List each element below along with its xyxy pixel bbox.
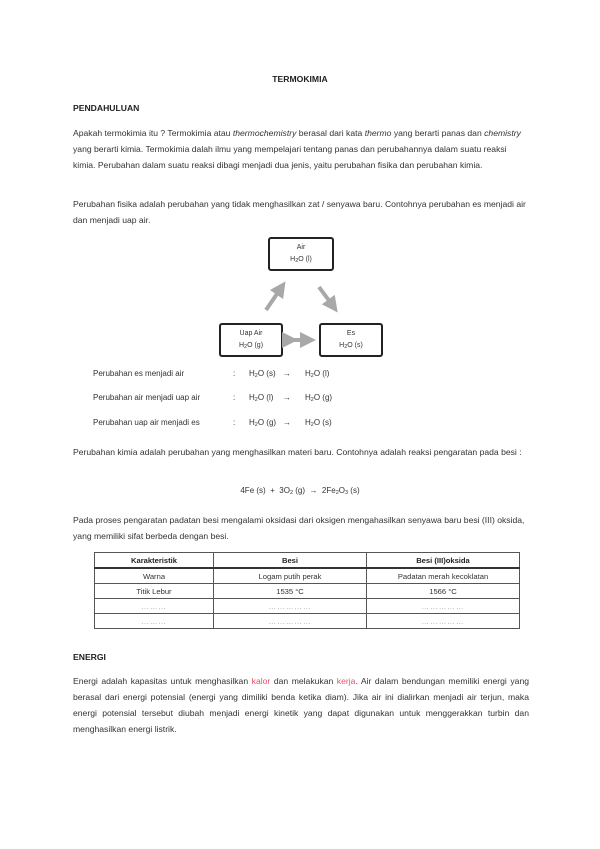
chemical-change-paragraph: Perubahan kimia adalah perubahan yang menghasilkan materi baru. Contohnya adalah reaksi pengaratan pada besi : [73,447,522,457]
transition-label: Perubahan es menjadi air [93,369,185,378]
table-row [95,614,520,629]
table-cell: Warna [95,568,214,584]
table-row [95,568,520,584]
transition-separator: : [233,369,236,378]
table-header-row [95,553,520,569]
intro-term-chemistry: chemistry [484,128,521,138]
highlight-kerja: kerja [336,676,356,686]
table-cell: …………… [367,599,520,614]
transition-from: $H_2O$ (l) [249,393,274,403]
table-cell: Logam putih perak [214,568,367,584]
table-row [95,584,520,599]
table-cell: ……… [95,614,214,629]
transition-separator: : [233,393,236,402]
table-header: Besi (III)oksida [367,553,520,569]
table-cell: ……… [95,599,214,614]
intro-text-4: yang berarti kimia. Termokimia dalah ilmu yang mempelajari tentang panas dan perubahannya dalam suatu reaksi kimia. Perubahan dalam suatu reaksi dibagi menjadi dua jenis, yaitu perubahan fisika dan perubahan kimia. [73,144,507,170]
intro-text-2: berasal dari kata [296,128,365,138]
transition-to: $H_2O$ (s) [305,418,332,428]
arrow-right-icon: → [283,369,291,378]
table-header: Besi [214,553,367,569]
table-cell: …………… [367,614,520,629]
arrow-uap-air-to-air [266,288,281,310]
table-cell: …………… [214,599,367,614]
rusting-paragraph: Pada proses pengaratan padatan besi mengalami oksidasi dari oksigen mengahasilkan senyawa baru besi (III) oksida, yang memiliki sifat berbeda dengan besi. [73,515,525,541]
intro-text-1: Apakah termokimia itu ? Termokimia atau [73,128,233,138]
table-cell: Padatan merah kecoklatan [367,568,520,584]
arrow-right-icon: → [309,486,318,495]
arrow-right-icon: → [283,418,291,427]
highlight-kalor: kalor [251,676,271,686]
transition-from: $H_2O$ (s) [249,369,276,379]
node-label: Es [346,330,356,337]
node-formula: $H_2O$ (g) [238,342,264,350]
table-cell: 1566 °C [367,584,520,599]
table-row [95,599,520,614]
node-formula: $H_2O$ (s) [339,342,363,350]
intro-text-3: yang berarti panas dan [391,128,485,138]
arrow-right-icon: → [283,393,291,402]
document-title: TERMOKIMIA [272,74,328,84]
transition-to: $H_2O$ (l) [305,369,330,379]
node-label: Uap Air [239,330,263,337]
transition-label: Perubahan air menjadi uap air [93,393,201,402]
node-formula: $H_2O$ (l) [290,256,312,264]
transition-from: $H_2O$ (g) [249,418,277,428]
intro-term-thermo: thermo [364,128,392,138]
section-heading-energi: ENERGI [73,652,106,662]
table-cell: …………… [214,614,367,629]
comparison-table [94,552,520,629]
energi-paragraph: Energi adalah kapasitas untuk menghasilkan kalor dan melakukan kerja. Air dalam bendungan memiliki energi yang berasal dari energi potensial (energi yang dimiliki benda ketika diam). Jika air ini dialirkan menjadi air terjun, maka energi potensial tersebut diubah menjadi energi kinetik yang dapat digunakan untuk menggerakkan turbin dan menghasilkan energi listrik. [73,676,530,734]
transition-label: Perubahan uap air menjadi es [93,418,200,427]
intro-term-thermochemistry: thermochemistry [232,128,297,138]
transition-separator: : [233,418,236,427]
section-heading-pendahuluan: PENDAHULUAN [73,103,140,113]
transition-to: $H_2O$ (g) [305,393,333,403]
physical-change-paragraph: Perubahan fisika adalah perubahan yang tidak menghasilkan zat / senyawa baru. Contohnya perubahan es menjadi air dan menjadi uap air. [73,199,526,225]
table-header: Karakteristik [95,553,214,569]
table-cell: Titik Lebur [95,584,214,599]
arrow-air-to-es [319,287,333,306]
node-label: Air [296,244,306,251]
table-cell: 1535 °C [214,584,367,599]
rusting-reaction-equation: 4Fe $(s) + 3O_2$ $(g) \to 2Fe_2O_3$ (s) [240,486,360,496]
